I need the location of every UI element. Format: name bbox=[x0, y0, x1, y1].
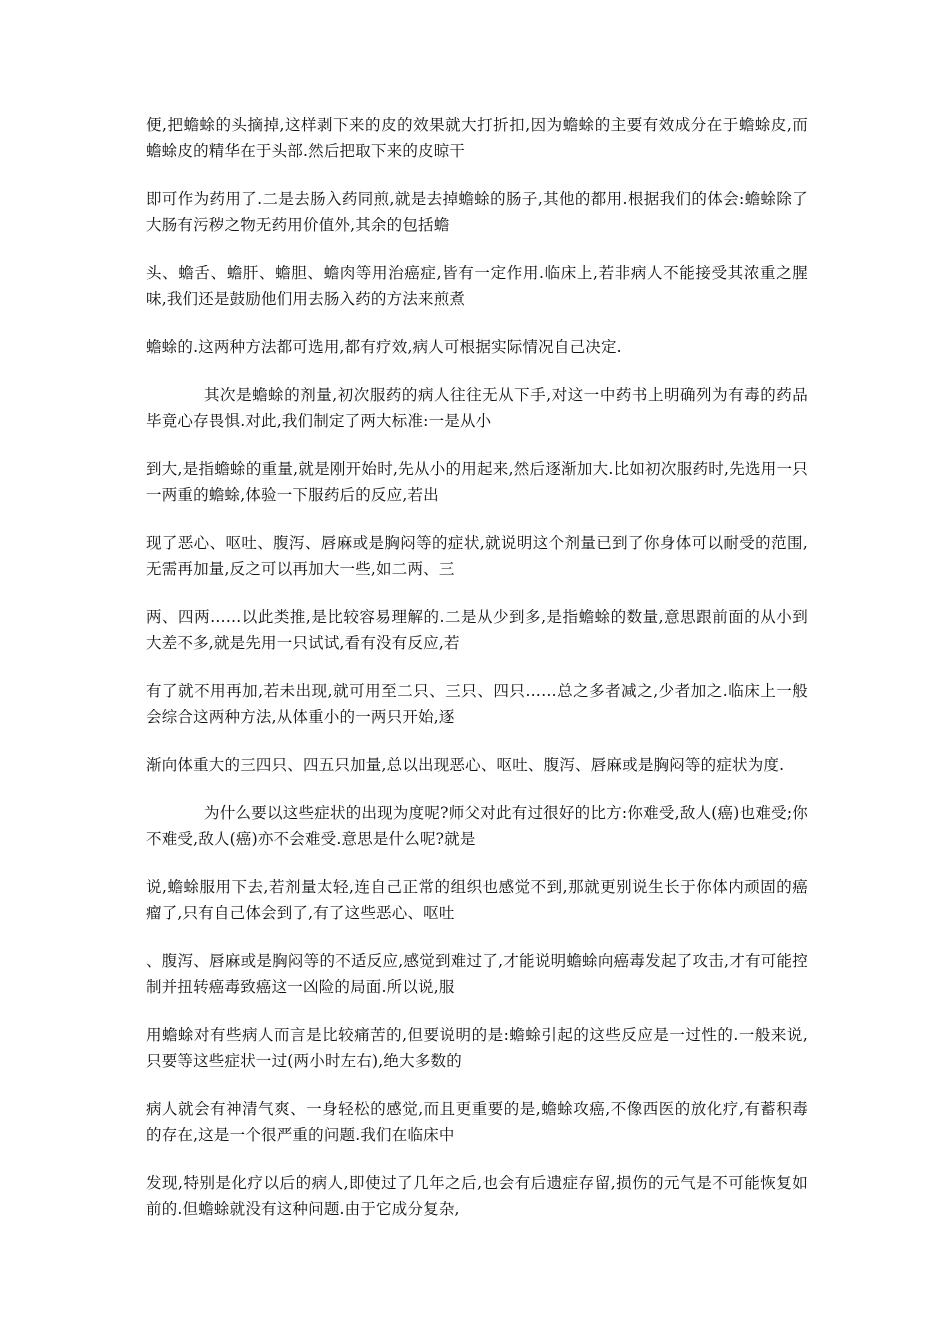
paragraph: 到大,是指蟾蜍的重量,就是刚开始时,先从小的用起来,然后逐渐加大.比如初次服药时,先选用一只一两重的蟾蜍,体验一下服药后的反应,若出 bbox=[146, 460, 808, 504]
paragraph: 为什么要以这些症状的出现为度呢?师父对此有过很好的比方:你难受,敌人(癌)也难受;你不难受,敌人(癌)亦不会难受.意思是什么呢?就是 bbox=[146, 804, 808, 848]
paragraph: 其次是蟾蜍的剂量,初次服药的病人往往无从下手,对这一中药书上明确列为有毒的药品毕竟心存畏惧.对此,我们制定了两大标准:一是从小 bbox=[146, 386, 808, 430]
paragraph: 两、四两……以此类推,是比较容易理解的.二是从少到多,是指蟾蜍的数量,意思跟前面的从小到大差不多,就是先用一只试试,看有没有反应,若 bbox=[146, 608, 808, 652]
paragraph: 、腹泻、唇麻或是胸闷等的不适反应,感觉到难过了,才能说明蟾蜍向癌毒发起了攻击,才有可能控制并扭转癌毒致癌这一凶险的局面.所以说,服 bbox=[146, 952, 808, 996]
document-body bbox=[146, 112, 808, 1244]
paragraph: 有了就不用再加,若未出现,就可用至二只、三只、四只……总之多者减之,少者加之.临床上一般会综合这两种方法,从体重小的一两只开始,逐 bbox=[146, 682, 808, 726]
paragraph: 蟾蜍的.这两种方法都可选用,都有疗效,病人可根据实际情况自己决定. bbox=[146, 338, 622, 356]
paragraph: 即可作为药用了.二是去肠入药同煎,就是去掉蟾蜍的肠子,其他的都用.根据我们的体会:蟾蜍除了大肠有污秽之物无药用价值外,其余的包括蟾 bbox=[146, 190, 808, 234]
paragraph: 便,把蟾蜍的头摘掉,这样剥下来的皮的效果就大打折扣,因为蟾蜍的主要有效成分在于蟾蜍皮,而蟾蜍皮的精华在于头部.然后把取下来的皮晾干 bbox=[146, 116, 808, 160]
paragraph: 渐向体重大的三四只、四五只加量,总以出现恶心、呕吐、腹泻、唇麻或是胸闷等的症状为度. bbox=[146, 756, 785, 774]
paragraph: 说,蟾蜍服用下去,若剂量太轻,连自己正常的组织也感觉不到,那就更别说生长于你体内顽固的癌瘤了,只有自己体会到了,有了这些恶心、呕吐 bbox=[146, 878, 808, 922]
paragraph: 用蟾蜍对有些病人而言是比较痛苦的,但要说明的是:蟾蜍引起的这些反应是一过性的.一般来说,只要等这些症状一过(两小时左右),绝大多数的 bbox=[146, 1026, 808, 1070]
paragraph: 发现,特别是化疗以后的病人,即使过了几年之后,也会有后遗症存留,损伤的元气是不可能恢复如前的.但蟾蜍就没有这种问题.由于它成分复杂, bbox=[146, 1174, 808, 1218]
paragraph: 头、蟾舌、蟾肝、蟾胆、蟾肉等用治癌症,皆有一定作用.临床上,若非病人不能接受其浓重之腥味,我们还是鼓励他们用去肠入药的方法来煎煮 bbox=[146, 264, 808, 308]
paragraph: 现了恶心、呕吐、腹泻、唇麻或是胸闷等的症状,就说明这个剂量已到了你身体可以耐受的范围,无需再加量,反之可以再加大一些,如二两、三 bbox=[146, 534, 808, 578]
paragraph: 病人就会有神清气爽、一身轻松的感觉,而且更重要的是,蟾蜍攻癌,不像西医的放化疗,有蓄积毒的存在,这是一个很严重的问题.我们在临床中 bbox=[146, 1100, 808, 1144]
